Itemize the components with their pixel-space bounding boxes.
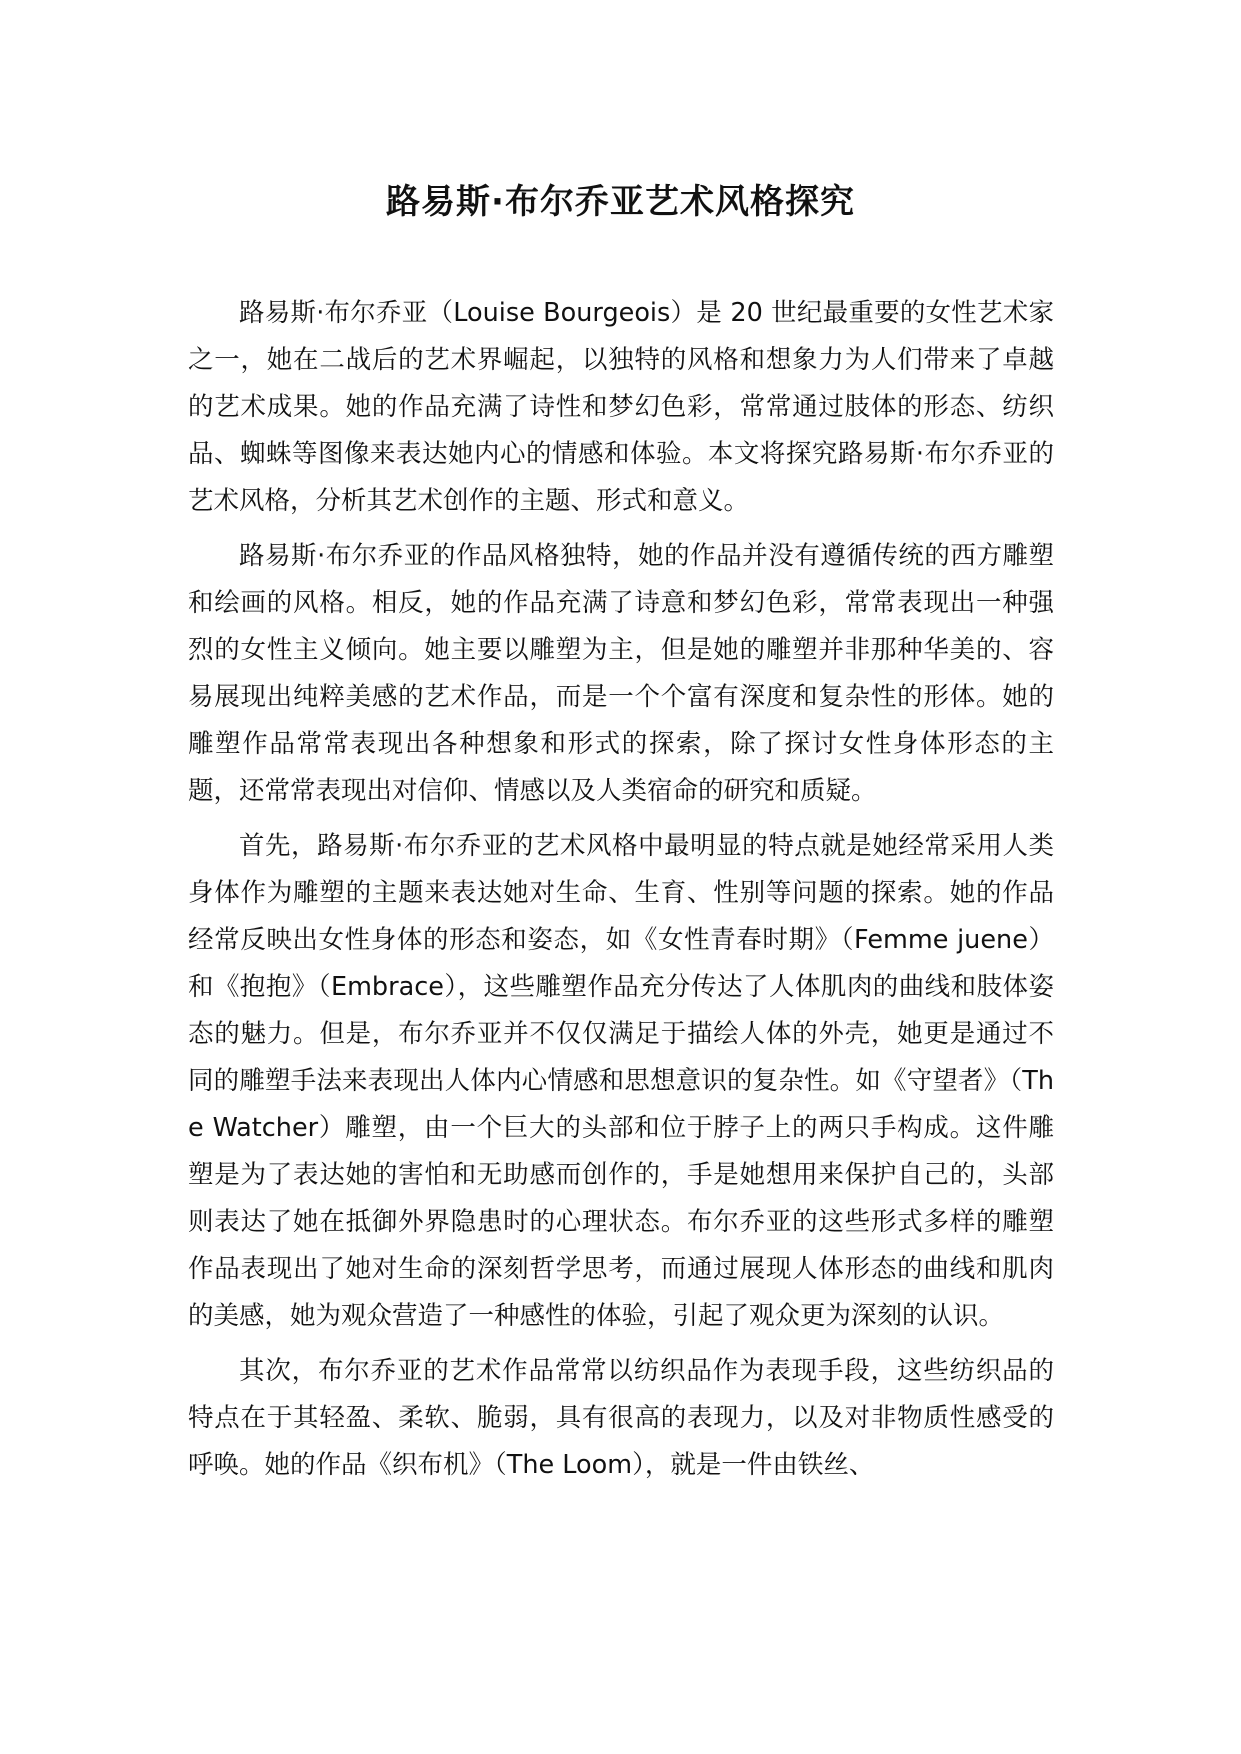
paragraph: 路易斯·布尔乔亚（Louise Bourgeois）是 20 世纪最重要的女性艺术家之一，她在二战后的艺术界崛起，以独特的风格和想象力为人们带来了卓越的艺术成果。她的作品充满了诗性和梦幻色彩，常常通过肢体的形态、纺织品、蜘蛛等图像来表达她内心的情感和体验。本文将探究路易斯·布尔乔亚的艺术风格，分析其艺术创作的主题、形式和意义。 [188,298,1054,516]
paragraph: 路易斯·布尔乔亚的作品风格独特，她的作品并没有遵循传统的西方雕塑和绘画的风格。相反，她的作品充满了诗意和梦幻色彩，常常表现出一种强烈的女性主义倾向。她主要以雕塑为主，但是她的雕塑并非那种华美的、容易展现出纯粹美感的艺术作品，而是一个个富有深度和复杂性的形体。她的雕塑作品常常表现出各种想象和形式的探索，除了探讨女性身体形态的主题，还常常表现出对信仰、情感以及人类宿命的研究和质疑。 [188,541,1054,806]
document-body [188,290,1054,1497]
document-title: 路易斯·布尔乔亚艺术风格探究 [386,182,855,222]
paragraph: 其次，布尔乔亚的艺术作品常常以纺织品作为表现手段，这些纺织品的特点在于其轻盈、柔软、脆弱，具有很高的表现力，以及对非物质性感受的呼唤。她的作品《织布机》（The Loom），就是一件由铁丝、 [188,1356,1054,1480]
paragraph: 首先，路易斯·布尔乔亚的艺术风格中最明显的特点就是她经常采用人类身体作为雕塑的主题来表达她对生命、生育、性别等问题的探索。她的作品经常反映出女性身体的形态和姿态，如《女性青春时期》（Femme juene）和《抱抱》（Embrace），这些雕塑作品充分传达了人体肌肉的曲线和肢体姿态的魅力。但是，布尔乔亚并不仅仅满足于描绘人体的外壳，她更是通过不同的雕塑手法来表现出人体内心情感和思想意识的复杂性。如《守望者》（The Watcher）雕塑，由一个巨大的头部和位于脖子上的两只手构成。这件雕塑是为了表达她的害怕和无助感而创作的，手是她想用来保护自己的，头部则表达了她在抵御外界隐患时的心理状态。布尔乔亚的这些形式多样的雕塑作品表现出了她对生命的深刻哲学思考，而通过展现人体形态的曲线和肌肉的美感，她为观众营造了一种感性的体验，引起了观众更为深刻的认识。 [188,831,1054,1331]
